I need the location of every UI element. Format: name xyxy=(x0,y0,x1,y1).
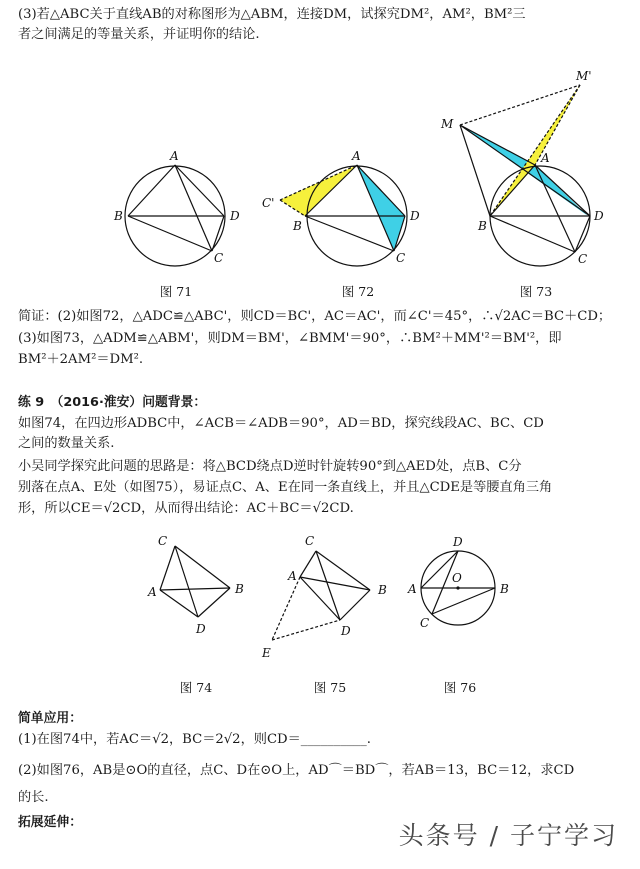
fig72-label-d: D xyxy=(410,209,420,223)
part3-line1: (3)若△ABC关于直线AB的对称图形为△ABM，连接DM，试探究DM²，AM²，BM²三 xyxy=(18,7,526,22)
fig75-label-e: E xyxy=(262,646,271,660)
practice9-line2: 之间的数量关系. xyxy=(18,436,115,451)
fig71-label-d: D xyxy=(230,209,240,223)
fig71-label-a: A xyxy=(170,149,179,163)
caption-fig74: 图 74 xyxy=(179,680,213,695)
simple-app-header: 简单应用： xyxy=(18,711,82,726)
fig75-label-b: B xyxy=(378,583,387,597)
practice9-line1: 如图74，在四边形ADBC中，∠ACB＝∠ADB＝90°，AD＝BD，探究线段AC、BC、CD xyxy=(18,416,544,431)
caption-fig73: 图 73 xyxy=(519,284,553,299)
simple-app-line2: (2)如图76，AB是⊙O的直径，点C、D在⊙O上，AD⌒＝BD⌒，若AB＝13，BC＝12，求CD xyxy=(18,763,575,778)
fig74-label-a: A xyxy=(148,585,157,599)
fig74-label-c: C xyxy=(158,534,168,548)
fig76-label-b: B xyxy=(500,582,509,596)
fig71-label-b: B xyxy=(114,209,123,223)
brief-proof-line2: (3)如图73，△ADM≌△ABM'，则DM＝BM'，∠BMM'＝90°，∴BM²＋MM'²＝BM'²，即 xyxy=(18,331,562,346)
fig72-label-a: A xyxy=(352,149,361,163)
fig72-label-c-prime: C' xyxy=(262,196,275,210)
fig76-center-dot xyxy=(456,586,459,589)
fig71-label-c: C xyxy=(214,251,224,265)
fig74-label-d: D xyxy=(196,622,206,636)
simple-app-line1: (1)在图74中，若AC＝√2，BC＝2√2，则CD＝__________. xyxy=(18,732,371,747)
caption-fig72: 图 72 xyxy=(341,284,375,299)
practice9-line5: 形，所以CE＝√2CD，从而得出结论：AC＋BC＝√2CD. xyxy=(18,501,354,516)
source-watermark: 头条号 / 子宁学习 xyxy=(398,821,618,850)
figures-mid xyxy=(0,525,640,675)
fig76-label-o: O xyxy=(452,571,462,585)
fig75-label-a: A xyxy=(288,569,297,583)
figures-top xyxy=(0,60,640,305)
fig73-label-b: B xyxy=(478,219,487,233)
figure-73 xyxy=(460,85,590,266)
caption-fig71: 图 71 xyxy=(159,284,193,299)
practice9-line4: 别落在点A、E处（如图75），易证点C、A、E在同一条直线上，并且△CDE是等腰直角三角 xyxy=(18,480,553,495)
fig72-label-b: B xyxy=(293,219,302,233)
fig73-label-m-prime: M' xyxy=(576,69,592,83)
fig75-label-d: D xyxy=(341,624,351,638)
practice9-header: 练 9 （2016·淮安）问题背景： xyxy=(18,395,207,410)
brief-proof-line3: BM²＋2AM²＝DM². xyxy=(18,352,144,367)
fig72-label-c: C xyxy=(396,251,406,265)
brief-proof-line1: 简证：(2)如图72，△ADC≌△ABC'，则CD＝BC'，AC＝AC'，而∠C'＝45°，∴√2AC＝BC＋CD； xyxy=(18,309,612,324)
simple-app-line3: 的长. xyxy=(18,790,49,805)
figure-74 xyxy=(160,546,230,617)
part3-line2: 者之间满足的等量关系，并证明你的结论. xyxy=(18,27,260,42)
figure-71 xyxy=(125,165,225,266)
fig73-label-a: A xyxy=(541,151,550,165)
fig75-label-c: C xyxy=(305,534,315,548)
fig76-label-d: D xyxy=(453,535,463,549)
fig74-label-b: B xyxy=(235,582,244,596)
fig76-label-c: C xyxy=(420,616,430,630)
fig73-label-m: M xyxy=(441,117,454,131)
fig73-label-c: C xyxy=(578,252,588,266)
figure-75 xyxy=(272,551,370,640)
caption-fig76: 图 76 xyxy=(443,680,477,695)
practice9-line3: 小吴同学探究此问题的思路是：将△BCD绕点D逆时针旋转90°到△AED处，点B、C分 xyxy=(18,459,522,474)
figure-72 xyxy=(280,165,407,266)
fig73-label-d: D xyxy=(594,209,604,223)
caption-fig75: 图 75 xyxy=(313,680,347,695)
fig76-label-a: A xyxy=(408,582,417,596)
extension-header: 拓展延伸： xyxy=(18,815,82,830)
